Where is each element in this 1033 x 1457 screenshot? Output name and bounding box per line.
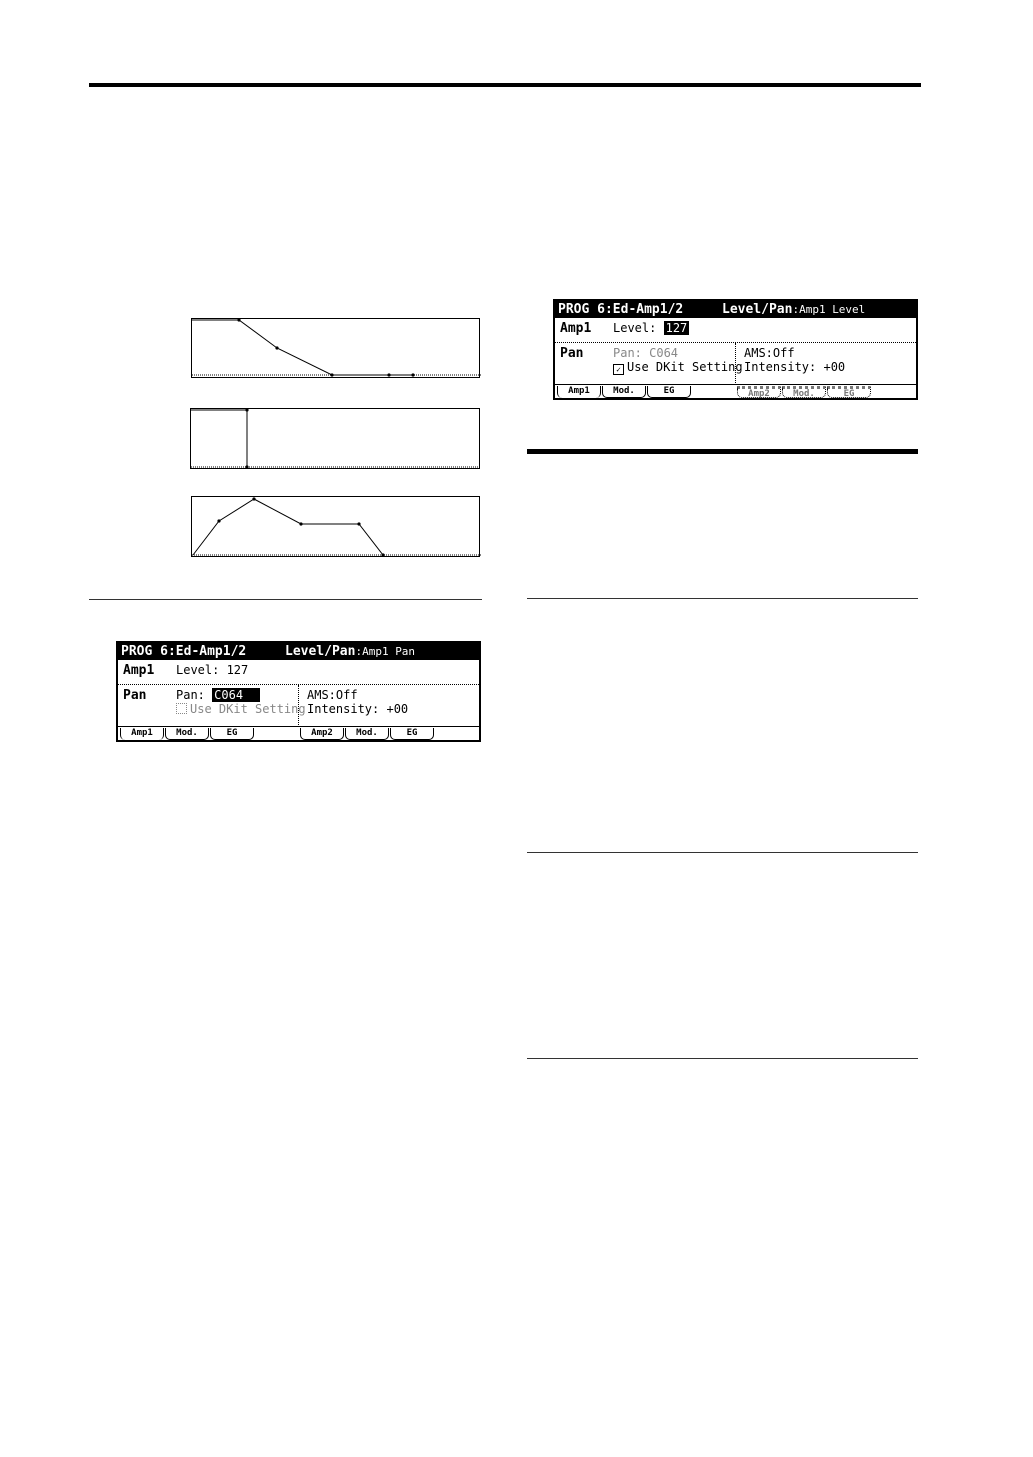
- amp1-row: [118, 660, 479, 685]
- checkbox-label: Use DKit Setting: [190, 702, 306, 716]
- lcd-title-bar: [118, 643, 479, 660]
- level-text[interactable]: Level: 127: [176, 663, 249, 677]
- pan-label: Pan: [560, 346, 584, 361]
- header-rule: [89, 83, 921, 87]
- lcd-screen-amp1-pan: [116, 641, 481, 742]
- pan-field-label: Pan:: [176, 688, 205, 702]
- tab-amp1-mod[interactable]: Mod.: [165, 728, 209, 740]
- tab-amp2[interactable]: Amp2: [300, 728, 344, 740]
- tab-amp2: Amp2: [737, 386, 781, 398]
- lcd-tab-bar: [118, 726, 479, 740]
- ams-field[interactable]: AMS:Off: [744, 346, 795, 360]
- column-divider: [298, 685, 299, 725]
- level-label: Level:: [613, 321, 657, 335]
- pan-field[interactable]: [176, 688, 260, 702]
- tab-amp2-mod[interactable]: Mod.: [345, 728, 389, 740]
- tab-amp2-mod: Mod.: [782, 386, 826, 398]
- level-field[interactable]: [613, 321, 689, 335]
- tab-amp1-eg[interactable]: EG: [210, 728, 254, 740]
- pan-value[interactable]: C064: [212, 688, 260, 702]
- checkbox-checked-icon: ✓: [613, 364, 624, 375]
- pan-label: Pan: [123, 688, 147, 703]
- level-value[interactable]: 127: [665, 321, 688, 335]
- use-dkit-setting-checkbox[interactable]: [176, 702, 306, 716]
- amp1-label: Amp1: [123, 663, 155, 678]
- section-rule-right-3: [527, 1058, 918, 1059]
- lcd-title-bar: [555, 301, 916, 318]
- lcd-param-name: :Amp1 Pan: [355, 645, 416, 658]
- intensity-field[interactable]: Intensity: +00: [307, 702, 409, 716]
- checkbox-icon: [176, 703, 187, 714]
- amp1-row: [555, 318, 916, 343]
- section-rule-left: [89, 599, 482, 600]
- tab-amp1[interactable]: Amp1: [120, 728, 164, 740]
- envelope-diagram-3: [191, 496, 480, 557]
- column-divider: [735, 343, 736, 383]
- use-dkit-setting-checkbox[interactable]: [613, 360, 743, 375]
- envelope-diagram-1: [191, 318, 480, 378]
- checkbox-label: Use DKit Setting: [627, 360, 743, 374]
- tab-amp1-eg[interactable]: EG: [647, 386, 691, 398]
- tab-amp1-mod[interactable]: Mod.: [602, 386, 646, 398]
- lcd-tab-bar: [555, 384, 916, 398]
- section-heading-rule: [527, 449, 918, 454]
- lcd-param-name: :Amp1 Level: [792, 303, 866, 316]
- section-rule-right-1: [527, 598, 918, 599]
- amp1-label: Amp1: [560, 321, 592, 336]
- tab-amp2-eg[interactable]: EG: [390, 728, 434, 740]
- lcd-page-name: Level/Pan: [285, 644, 356, 659]
- lcd-page-name: Level/Pan: [722, 302, 793, 317]
- section-rule-right-2: [527, 852, 918, 853]
- ams-field[interactable]: AMS:Off: [307, 688, 358, 702]
- lcd-screen-amp1-level: [553, 299, 918, 400]
- pan-field-disabled: Pan: C064: [613, 346, 679, 360]
- lcd-title: PROG 6:Ed-Amp1/2: [558, 302, 684, 317]
- lcd-title: PROG 6:Ed-Amp1/2: [121, 644, 247, 659]
- envelope-diagram-2: [190, 408, 480, 469]
- tab-amp2-eg: EG: [827, 386, 871, 398]
- tab-amp1[interactable]: Amp1: [557, 386, 601, 398]
- intensity-field[interactable]: Intensity: +00: [744, 360, 846, 374]
